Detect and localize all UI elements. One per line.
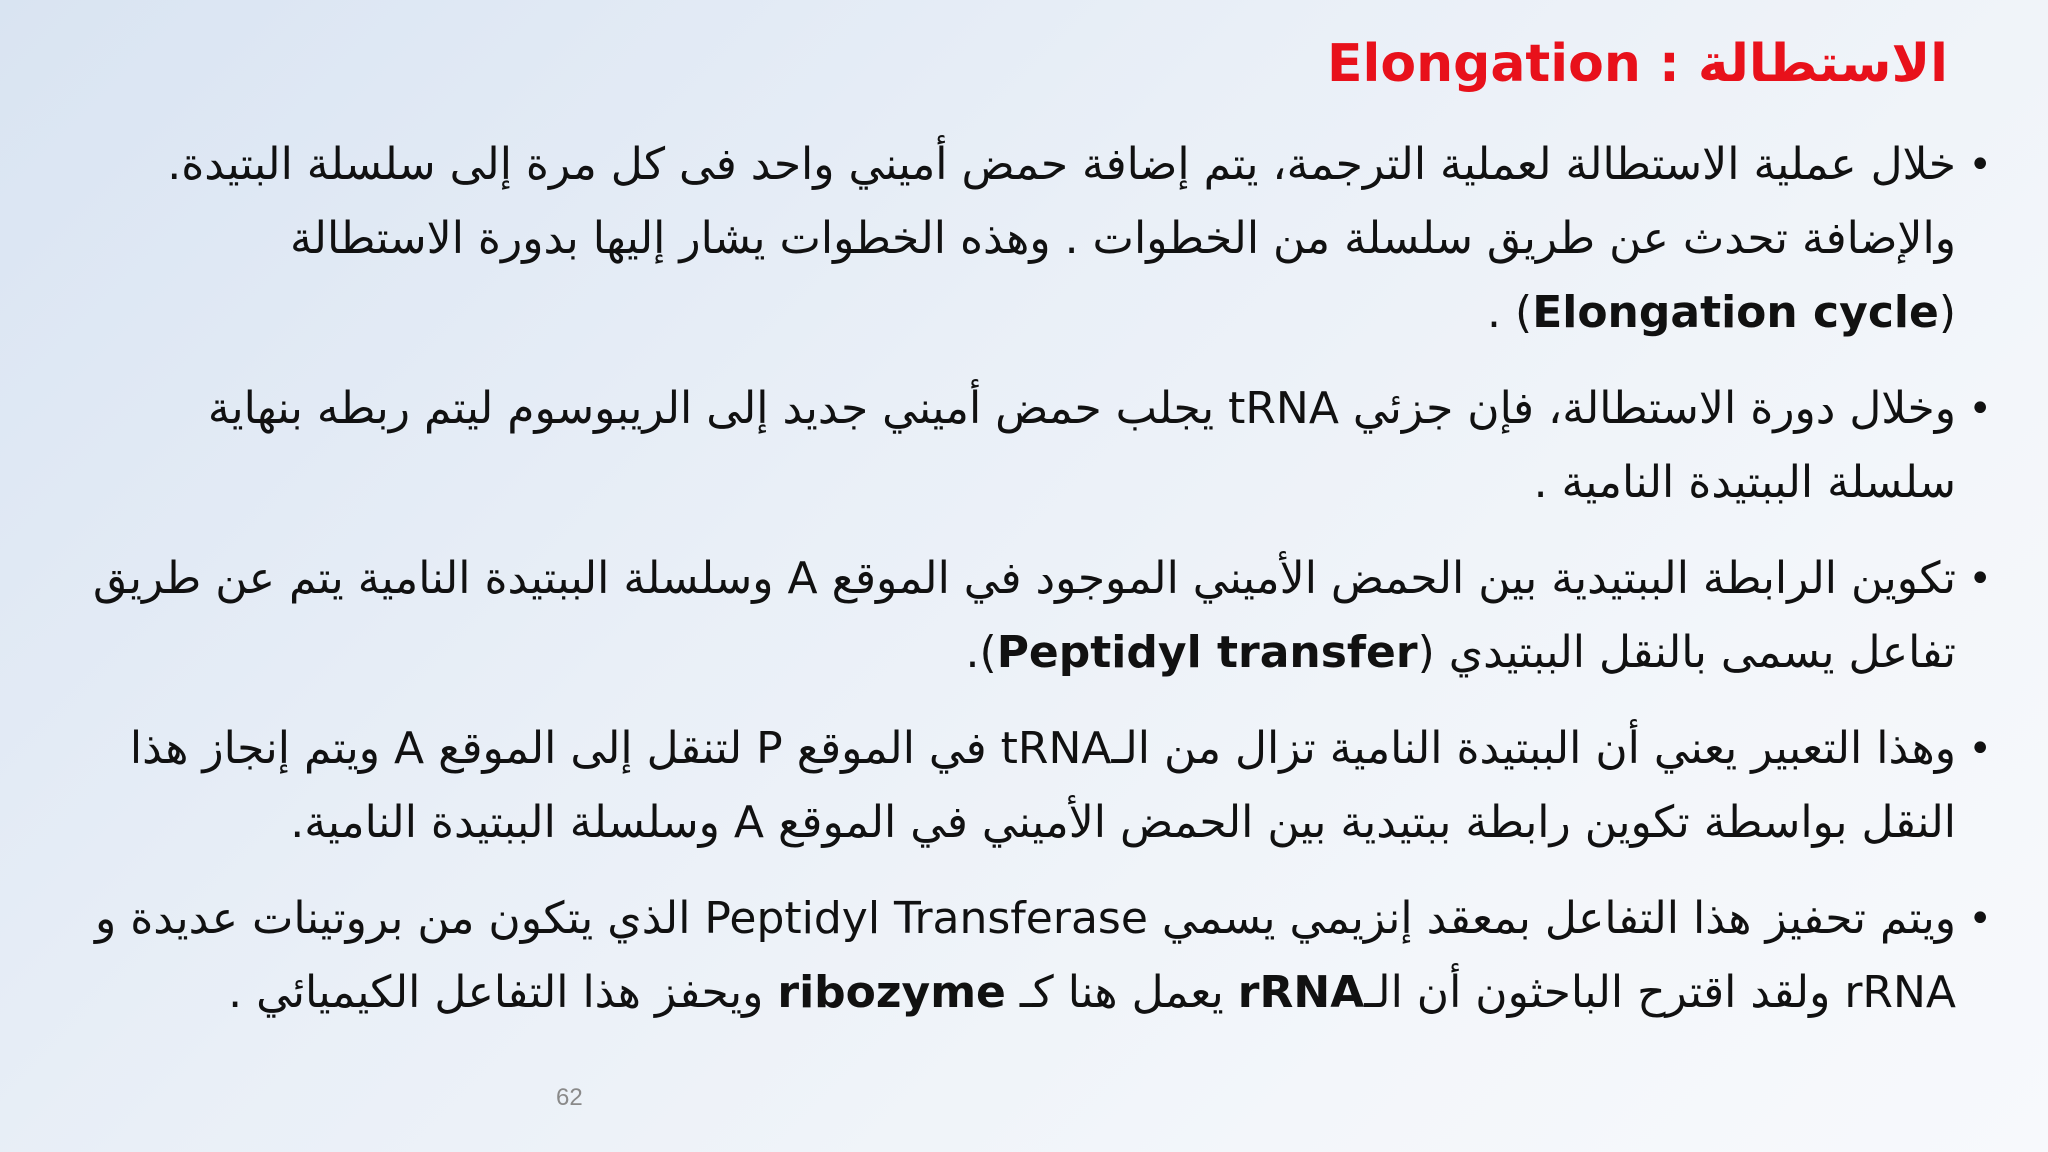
bullet-symbol: • [1968, 386, 1992, 432]
bullet-text-bold: Peptidyl transfer [996, 627, 1418, 678]
bullet-text-part: وخلال دورة الاستطالة، فإن جزئي tRNA يجلب حمض أميني جديد إلى الريبوسوم ليتم ربطه بنهاية سلسلة الببتيدة النامية . [207, 383, 1956, 508]
bullet-text [66, 128, 1956, 350]
bullet-list [66, 128, 1992, 1052]
bullet-symbol: • [1968, 896, 1992, 942]
bullet-item [66, 542, 1992, 690]
bullet-text-part: يعمل هنا كـ [1005, 967, 1238, 1018]
bullet-item [66, 372, 1992, 520]
slide-title: الاستطالة : Elongation [1327, 34, 1948, 94]
bullet-text-part: خلال عملية الاستطالة لعملية الترجمة، يتم إضافة حمض أميني واحد فى كل مرة إلى سلسلة البتيدة. والإضافة تحدث عن طريق سلسلة من الخطوات . وهذه الخطوات يشار إليها بدورة الاستطالة ( [167, 139, 1956, 338]
bullet-text [66, 712, 1956, 860]
bullet-text-part: ) . [1487, 287, 1533, 338]
bullet-symbol: • [1968, 726, 1992, 772]
bullet-text [66, 372, 1956, 520]
bullet-symbol: • [1968, 142, 1992, 188]
page-number: 62 [556, 1084, 583, 1111]
bullet-text-part: ويتم تحفيز هذا التفاعل بمعقد إنزيمي يسمي Peptidyl Transferase الذي يتكون من بروتينات عديدة و rRNA ولقد اقترح الباحثون أن الـ [95, 893, 1956, 1018]
bullet-text-part: ويحفز هذا التفاعل الكيميائي . [228, 967, 778, 1018]
bullet-text-part: ). [965, 627, 997, 678]
bullet-text-bold: rRNA [1237, 967, 1365, 1018]
bullet-item [66, 128, 1992, 350]
bullet-text-bold: ribozyme [777, 967, 1006, 1018]
bullet-text-part: وهذا التعبير يعني أن الببتيدة النامية تزال من الـtRNA في الموقع P لتنقل إلى الموقع A ويتم إنجاز هذا النقل بواسطة تكوين رابطة ببتيدية بين الحمض الأميني في الموقع A وسلسلة الببتيدة النامية. [129, 723, 1956, 848]
bullet-item [66, 712, 1992, 860]
bullet-item [66, 882, 1992, 1030]
bullet-text-part: تكوين الرابطة الببتيدية بين الحمض الأميني الموجود في الموقع A وسلسلة الببتيدة النامية يتم عن طريق تفاعل يسمى بالنقل الببتيدي ( [93, 553, 1956, 678]
bullet-text-bold: Elongation cycle [1532, 287, 1939, 338]
bullet-text [66, 542, 1956, 690]
bullet-text [66, 882, 1956, 1030]
bullet-symbol: • [1968, 556, 1992, 602]
